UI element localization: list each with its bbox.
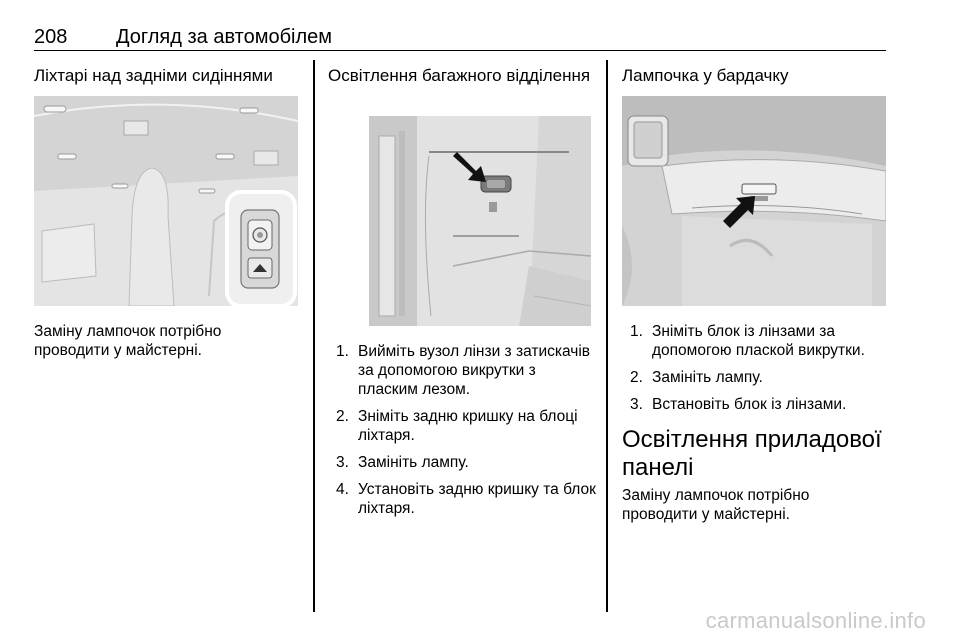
instrument-panel-section: [622, 426, 886, 524]
step-item: 2. Замініть лампу.: [630, 369, 763, 386]
instrument-panel-note: Заміну лампочок потрібно проводити у майстерні.: [622, 487, 810, 523]
step-item: 1. Вийміть вузол лінзи з затискачів за допомогою викрутки з пласким лезом.: [336, 343, 591, 398]
cargo-area-light-illustration: [369, 116, 591, 326]
cargo-light-steps: [328, 342, 598, 526]
page-header: [34, 22, 886, 51]
step-item: 4. Установіть задню кришку та блок ліхтаря.: [336, 481, 596, 517]
page-title: Догляд за автомобілем: [116, 26, 333, 48]
column-divider: [313, 60, 315, 612]
rear-seat-lights-note: Заміну лампочок потрібно проводити у майстерні.: [34, 323, 222, 359]
section-heading-large: Освітлення приладової панелі: [622, 426, 882, 481]
section-heading: Ліхтарі над задніми сидіннями: [34, 66, 273, 85]
step-item: 1. Зніміть блок із лінзами за допомогою плаской викрутки.: [630, 323, 865, 359]
glovebox-lamp-steps: [622, 322, 886, 422]
rear-seat-ceiling-lights-illustration: [34, 96, 298, 306]
section-heading: Лампочка у бардачку: [622, 66, 789, 85]
watermark: carmanualsonline.info: [705, 608, 926, 633]
column-glovebox-lamp: [622, 66, 886, 86]
column-rear-seat-lights: [34, 66, 300, 86]
step-item: 3. Встановіть блок із лінзами.: [630, 396, 847, 413]
section-heading: Освітлення багажного відділення: [328, 66, 591, 85]
step-item: 2. Зніміть задню кришку на блоці ліхтаря.: [336, 408, 578, 444]
column-cargo-light: [328, 66, 598, 86]
glovebox-lamp-illustration: [622, 96, 886, 306]
step-item: 3. Замініть лампу.: [336, 454, 469, 471]
page-number: 208: [34, 26, 68, 48]
column-divider: [606, 60, 608, 612]
